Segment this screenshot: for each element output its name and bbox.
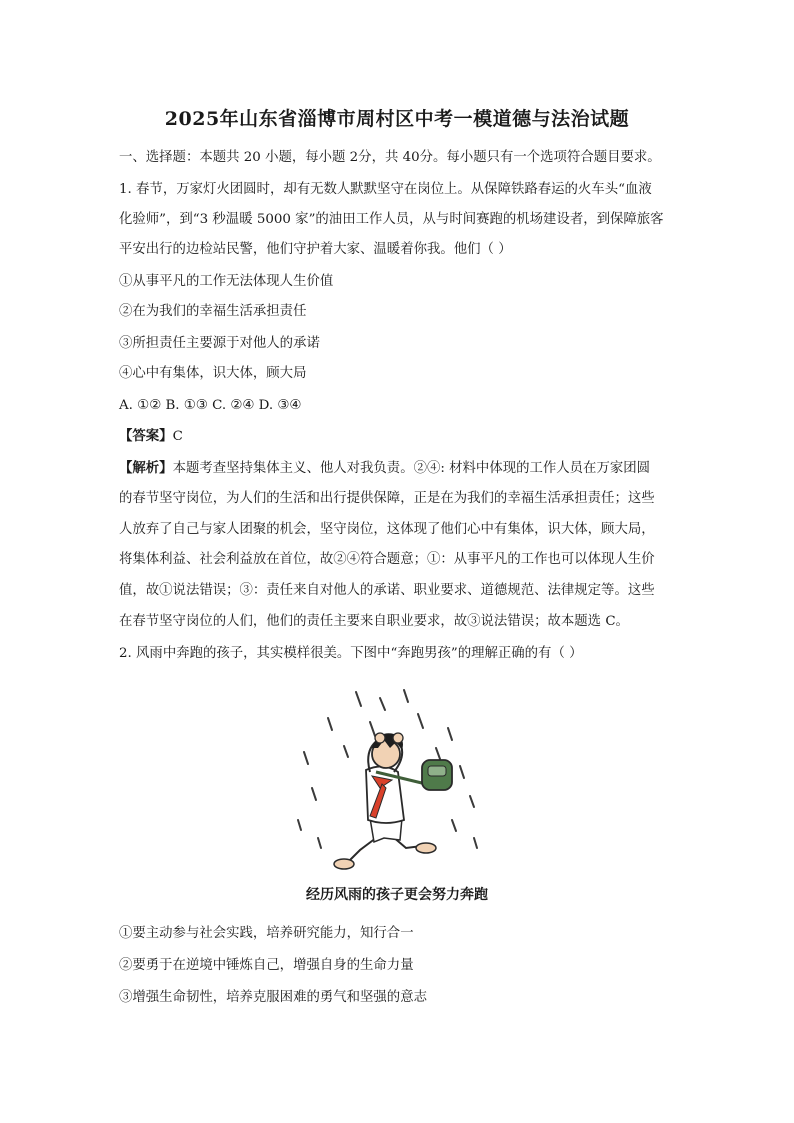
q1-statement-4: ④心中有集体，识大体，顾大局 xyxy=(119,366,307,381)
page-title: 2025年山东省淄博市周村区中考一模道德与法治试题 xyxy=(164,108,630,130)
q1-stem-line-1: 1. 春节，万家灯火团圆时，却有无数人默默坚守在岗位上。从保障铁路春运的火车头“血液 xyxy=(119,182,652,197)
q1-stem-line-3: 平安出行的边检站民警，他们守护着大家、温暖着你我。他们（ ） xyxy=(119,242,512,257)
q1-statement-2: ②在为我们的幸福生活承担责任 xyxy=(119,304,307,319)
q1-options: A. ①② B. ①③ C. ②④ D. ③④ xyxy=(119,398,302,413)
q1-analysis-line-2: 的春节坚守岗位，为人们的生活和出行提供保障，正是在为我们的幸福生活承担责任；这些 xyxy=(119,491,655,506)
q2-statement-1: ①要主动参与社会实践，培养研究能力，知行合一 xyxy=(119,926,414,941)
analysis-text: 本题考查坚持集体主义、他人对我负责。②④: 材料中体现的工作人员在万家团圆 xyxy=(172,461,650,476)
q2-stem: 2. 风雨中奔跑的孩子，其实模样很美。下图中“奔跑男孩”的理解正确的有（ ） xyxy=(119,646,583,661)
q1-analysis-line-6: 在春节坚守岗位的人们，他们的责任主要来自职业要求，故③说法错误；故本题选 C。 xyxy=(119,614,629,629)
answer-value: C xyxy=(172,429,183,444)
q1-stem-line-2: 化验师”，到“3 秒温暖 5000 家”的油田工作人员，从与时间赛跑的机场建设者，到保障旅客 xyxy=(119,212,664,227)
q1-analysis-line-3: 人放弃了自己与家人团聚的机会，坚守岗位，这体现了他们心中有集体，识大体，顾大局， xyxy=(119,522,655,537)
q1-analysis-line-5: 值，故①说法错误；③：责任来自对他人的承诺、职业要求、道德规范、法律规定等。这些 xyxy=(119,583,655,598)
q1-statement-1: ①从事平凡的工作无法体现人生价值 xyxy=(119,274,334,289)
section-header: 一、选择题：本题共 20 小题，每小题 2分，共 40分。每小题只有一个选项符合题目要求。 xyxy=(119,150,661,165)
image-caption: 经历风雨的孩子更会努力奔跑 xyxy=(306,887,488,903)
q1-statement-3: ③所担责任主要源于对他人的承诺 xyxy=(119,336,320,351)
q1-answer xyxy=(119,426,689,447)
q1-analysis-line-1 xyxy=(119,458,689,479)
q2-statement-3: ③增强生命韧性，培养克服困难的勇气和坚强的意志 xyxy=(119,990,427,1005)
answer-label: 【答案】 xyxy=(119,428,173,444)
q1-analysis-line-4: 将集体利益、社会利益放在首位，故②④符合题意；①：从事平凡的工作也可以体现人生价 xyxy=(119,552,655,567)
running-boy-illustration xyxy=(284,688,494,880)
q2-statement-2: ②要勇于在逆境中锤炼自己，增强自身的生命力量 xyxy=(119,958,414,973)
running-boy-drawing xyxy=(284,688,494,880)
analysis-label: 【解析】 xyxy=(119,460,173,476)
